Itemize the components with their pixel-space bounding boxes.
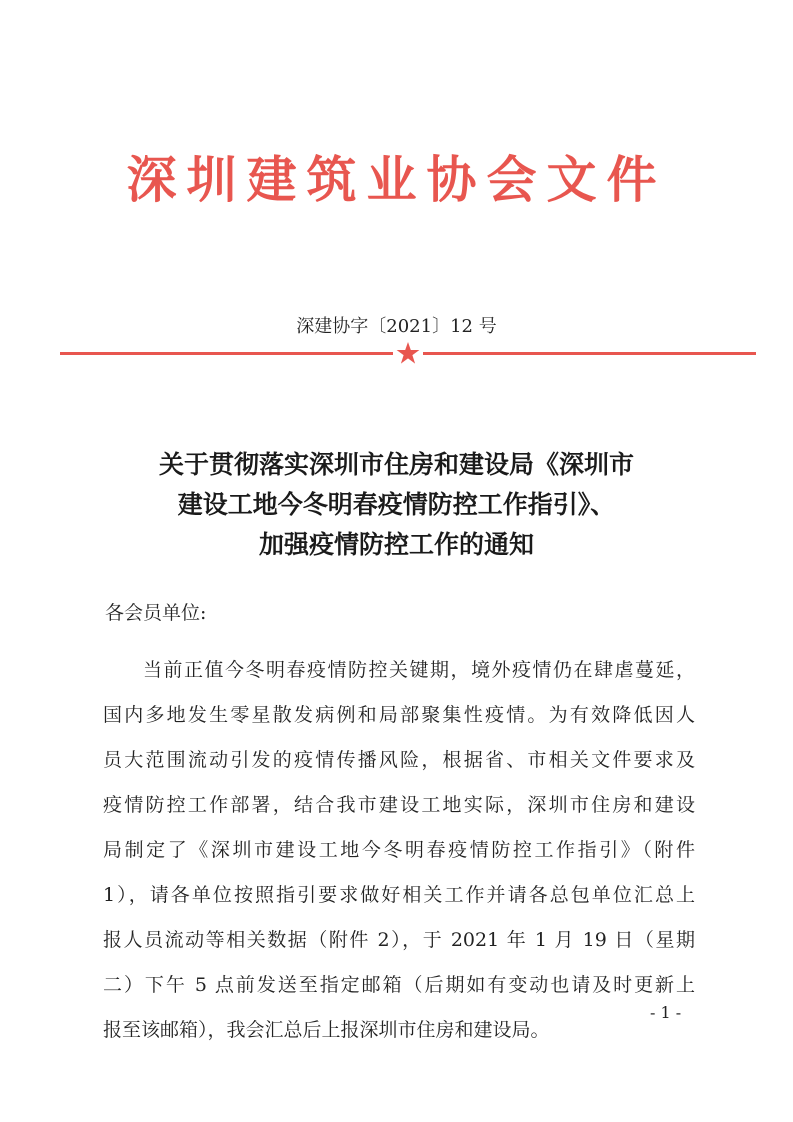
page-number: - 1 -	[650, 1003, 682, 1022]
notice-title-line: 加强疫情防控工作的通知	[258, 530, 534, 559]
notice-title-line: 建设工地今冬明春疫情防控工作指引》、	[177, 490, 616, 519]
body-line: 报至该邮箱），我会汇总后上报深圳市住房和建设局。	[103, 1019, 550, 1041]
body-line: 报人员流动等相关数据（附件 2），于 2021 年 1 月 19 日（星期	[103, 929, 695, 951]
body-line: 国内多地发生零星散发病例和局部聚集性疫情。为有效降低因人	[103, 704, 695, 726]
notice-body	[103, 648, 695, 1053]
notice-title-line: 关于贯彻落实深圳市住房和建设局《深圳市	[158, 450, 634, 479]
document-number: 深建协字〔2021〕12 号	[296, 316, 497, 337]
body-line: 疫情防控工作部署，结合我市建设工地实际，深圳市住房和建设	[103, 794, 695, 816]
body-line: 局制定了《深圳市建设工地今冬明春疫情防控工作指引》（附件	[103, 839, 695, 861]
divider-line-right	[423, 352, 756, 355]
body-line: 员大范围流动引发的疫情传播风险，根据省、市相关文件要求及	[103, 749, 695, 771]
red-star-icon	[396, 341, 420, 365]
body-line: 1），请各单位按照指引要求做好相关工作并请各总包单位汇总上	[103, 884, 695, 906]
divider-line-left	[60, 352, 393, 355]
red-divider	[60, 342, 756, 366]
body-line: 二）下午 5 点前发送至指定邮箱（后期如有变动也请及时更新上	[103, 974, 695, 996]
body-line: 当前正值今冬明春疫情防控关键期，境外疫情仍在肆虐蔓延，	[143, 659, 695, 681]
org-title: 深圳建筑业协会文件	[126, 150, 667, 209]
notice-title	[80, 445, 713, 565]
salutation: 各会员单位:	[105, 602, 207, 624]
